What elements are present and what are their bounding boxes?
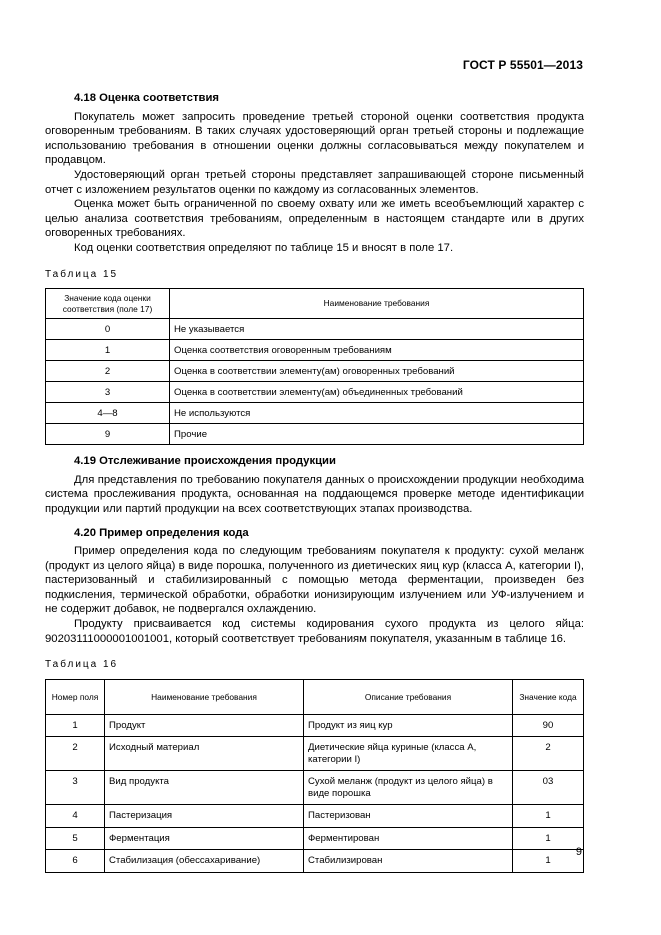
table-row xyxy=(46,827,584,850)
table-cell-requirement: Стабилизация (обессахаривание) xyxy=(105,850,304,873)
table-cell-requirement: Пастеризация xyxy=(105,805,304,828)
section-4-20-paragraph: Пример определения кода по следующим требованиям покупателя к продукту: сухой меланж (продукт из целого яйца) в виде порошка, полученного из диетических яиц кур (класса А, категории I), пастеризованный и стабилизированный с помощью метода ферментации, произведен без подкисления, термической обработки, обработки ионизирующим излучением или УФ-излучением и не содержит добавок, не подвергался охлаждению. xyxy=(45,545,584,616)
section-4-18-paragraph: Покупатель может запросить проведение третьей стороной оценки соответствия продукта оговоренным требованиям. В таких случаях удостоверяющий орган третьей стороны и подлежащие использованию требования в отношении оценки должны согласовываться между покупателем и продавцом. xyxy=(45,110,584,167)
section-4-20-title: 4.20 Пример определения кода xyxy=(74,526,249,539)
table-cell-name: Не указывается xyxy=(170,319,584,340)
section-4-18-paragraph: Код оценки соответствия определяют по таблице 15 и вносят в поле 17. xyxy=(74,241,454,254)
table-16-caption: Таблица 16 xyxy=(45,659,119,671)
table-row xyxy=(46,737,584,771)
table-header-cell: Наименование требования xyxy=(105,679,304,714)
table-row xyxy=(46,340,584,361)
table-cell-requirement: Продукт xyxy=(105,714,304,737)
table-row xyxy=(46,382,584,403)
table-cell-name: Не используются xyxy=(170,403,584,424)
table-cell-requirement: Вид продукта xyxy=(105,771,304,805)
table-row xyxy=(46,403,584,424)
standard-code-header: ГОСТ Р 55501—2013 xyxy=(462,58,583,72)
table-cell-code-value: 1 xyxy=(513,827,584,850)
table-15 xyxy=(45,288,584,445)
table-cell-code-value: 90 xyxy=(513,714,584,737)
section-4-19-paragraph: Для представления по требованию покупателя данных о происхождении продукции необходима система прослеживания продукта, основанная на поддающемся проверке методе идентификации продукции или партий продукции на всех соответствующих этапах производства. xyxy=(45,473,584,515)
table-row xyxy=(46,850,584,873)
table-row xyxy=(46,805,584,828)
table-cell-name: Оценка в соответствии элементу(ам) оговоренных требований xyxy=(170,361,584,382)
table-row xyxy=(46,319,584,340)
table-cell-code: 4—8 xyxy=(46,403,170,424)
table-cell-name: Оценка соответствия оговоренным требованиям xyxy=(170,340,584,361)
table-header-cell: Значение кода xyxy=(513,679,584,714)
table-cell-code-value: 03 xyxy=(513,771,584,805)
table-header-cell: Описание требования xyxy=(304,679,513,714)
table-cell-field-number: 5 xyxy=(46,827,105,850)
table-cell-description: Стабилизирован xyxy=(304,850,513,873)
table-cell-requirement: Ферментация xyxy=(105,827,304,850)
table-cell-field-number: 3 xyxy=(46,771,105,805)
table-cell-description: Ферментирован xyxy=(304,827,513,850)
section-4-20-paragraph: Продукту присваивается код системы кодирования сухого продукта из целого яйца: 90203111000001001001, который соответствует требованиям покупателя, указанным в таблице 16. xyxy=(45,618,584,645)
table-cell-name: Оценка в соответствии элементу(ам) объединенных требований xyxy=(170,382,584,403)
table-cell-code-value: 2 xyxy=(513,737,584,771)
table-row xyxy=(46,714,584,737)
section-4-18-paragraph: Оценка может быть ограниченной по своему охвату или же иметь всеобъемлющий характер с целью анализа соответствия требованиям, определенным в настоящем стандарте или в других оговоренных требованиях. xyxy=(45,198,584,240)
table-header-cell: Номер поля xyxy=(46,679,105,714)
table-cell-code: 2 xyxy=(46,361,170,382)
table-cell-code: 1 xyxy=(46,340,170,361)
section-4-19-title: 4.19 Отслеживание происхождения продукции xyxy=(74,455,336,468)
page-content xyxy=(45,91,584,873)
table-cell-name: Прочие xyxy=(170,424,584,445)
table-cell-field-number: 2 xyxy=(46,737,105,771)
section-4-18-paragraph: Удостоверяющий орган третьей стороны представляет запрашивающей стороне письменный отчет с изложением результатов оценки по каждому из согласованных элементов. xyxy=(45,168,584,196)
table-cell-description: Пастеризован xyxy=(304,805,513,828)
table-header-row xyxy=(46,289,584,319)
table-row xyxy=(46,361,584,382)
table-row xyxy=(46,771,584,805)
table-15-caption: Таблица 15 xyxy=(45,268,119,280)
table-cell-field-number: 4 xyxy=(46,805,105,828)
table-cell-field-number: 1 xyxy=(46,714,105,737)
table-cell-code: 9 xyxy=(46,424,170,445)
table-header-row xyxy=(46,679,584,714)
page-number: 9 xyxy=(575,846,582,858)
table-row xyxy=(46,424,584,445)
table-cell-description: Продукт из яиц кур xyxy=(304,714,513,737)
table-cell-description: Сухой меланж (продукт из целого яйца) в виде порошка xyxy=(304,771,513,805)
table-cell-code-value: 1 xyxy=(513,805,584,828)
table-cell-code: 0 xyxy=(46,319,170,340)
table-cell-field-number: 6 xyxy=(46,850,105,873)
section-4-18-title: 4.18 Оценка соответствия xyxy=(74,92,219,104)
table-header-cell: Значение кода оценки соответствия (поле 17) xyxy=(46,289,170,319)
table-cell-description: Диетические яйца куриные (класса А, категории I) xyxy=(304,737,513,771)
table-cell-requirement: Исходный материал xyxy=(105,737,304,771)
table-cell-code: 3 xyxy=(46,382,170,403)
table-cell-code-value: 1 xyxy=(513,850,584,873)
table-header-cell: Наименование требования xyxy=(170,289,584,319)
table-16 xyxy=(45,679,584,873)
